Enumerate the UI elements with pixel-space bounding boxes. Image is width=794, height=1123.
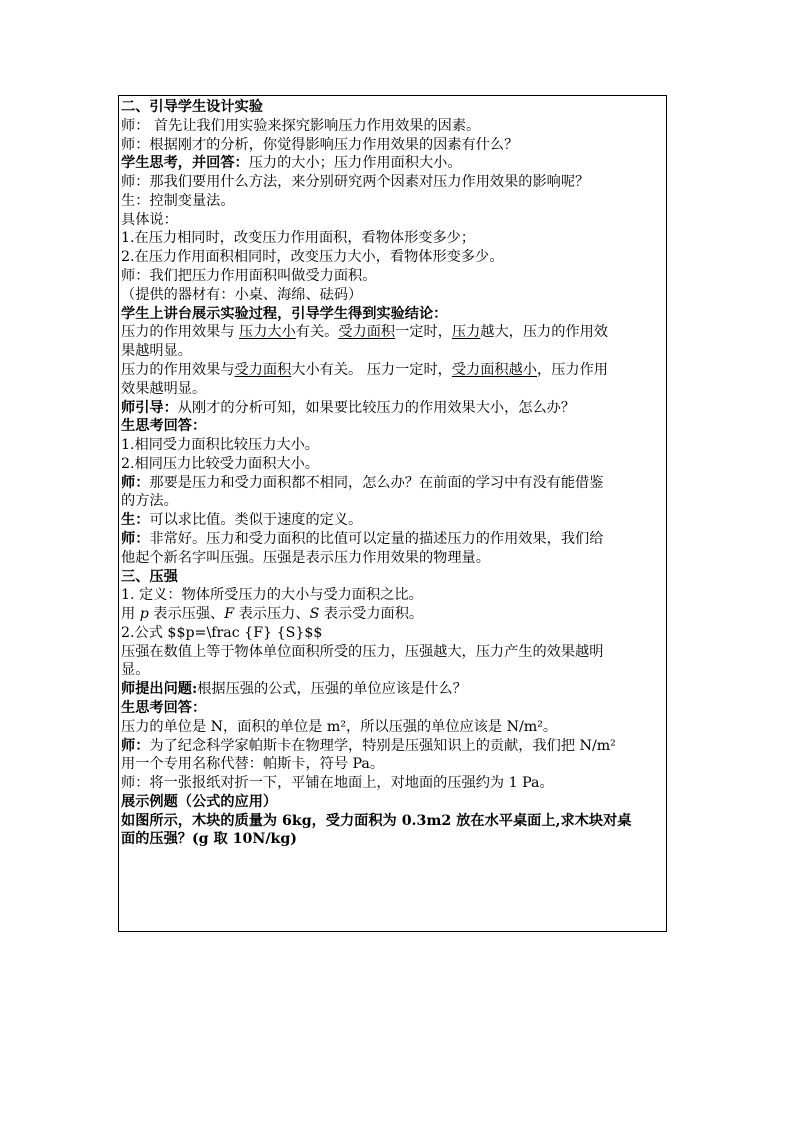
text-segment: 学生上讲台展示实验过程，引导学生得到实验结论： [121, 305, 448, 322]
text-line [121, 173, 664, 192]
text-segment: 如图所示，木块的质量为 6kg，受力面积为 0.3m2 放在水平桌面上,求木块对桌 [121, 812, 632, 829]
text-segment: 那要是压力和受力面积都不相同，怎么办？在前面的学习中有没有能借鉴 [149, 474, 604, 491]
text-segment: 生思考回答： [121, 700, 207, 716]
text-line [121, 417, 664, 436]
text-segment: p [139, 606, 149, 623]
text-segment: 生思考回答： [121, 418, 207, 435]
text-segment: 压强在数值上等于物体单位面积所受的压力，压强越大，压力产生的效果越明 [121, 643, 604, 660]
text-segment: 一定时， [395, 324, 452, 341]
text-segment: 为了纪念科学家帕斯卡在物理学，特别是压强知识上的贡献，我们把 N/m² [149, 737, 616, 754]
text-segment: 受力面积 [338, 324, 396, 341]
text-line [121, 718, 664, 737]
text-line [121, 812, 664, 831]
text-line [121, 549, 664, 568]
lesson-table-cell [118, 95, 667, 932]
text-segment: F [224, 606, 235, 623]
text-segment: 压力的作用效果与 [121, 361, 235, 378]
text-line [121, 455, 664, 474]
text-line [121, 399, 664, 418]
text-line [121, 661, 664, 680]
text-segment: 1. 定义：物体所受压力的大小与受力面积之比。 [121, 587, 423, 604]
text-segment: 师引导： [121, 399, 178, 416]
text-line [121, 436, 664, 455]
text-line [121, 229, 664, 248]
text-segment: 二、引导学生设计实验 [121, 99, 263, 115]
text-segment: 师：我们把压力作用面积叫做受力面积。 [121, 268, 377, 285]
text-segment: 有关。 [295, 324, 339, 341]
text-line [121, 361, 664, 380]
text-line [121, 492, 664, 511]
text-segment: 师： [121, 474, 150, 491]
text-line [121, 586, 664, 605]
text-line [121, 605, 664, 624]
text-line [121, 267, 664, 286]
text-segment: 非常好。压力和受力面积的比值可以定量的描述压力的作用效果，我们给 [149, 530, 604, 547]
text-line [121, 117, 664, 136]
text-segment: 展示例题（公式的应用） [121, 793, 278, 810]
text-segment: 压力的作用效果与 [121, 324, 240, 341]
text-segment: 效果越明显。 [121, 380, 207, 397]
text-line [121, 136, 664, 155]
text-line [121, 830, 664, 849]
text-segment: ，压力作用 [537, 361, 608, 378]
text-segment: 大小有关。 压力一定时， [291, 361, 452, 378]
text-line [121, 643, 664, 662]
text-line [121, 380, 664, 399]
text-segment: 师： [121, 530, 150, 547]
text-segment: 用一个专用名称代替：帕斯卡，符号 Pa。 [121, 756, 385, 773]
text-line [121, 323, 664, 342]
text-segment: 2.相同压力比较受力面积大小。 [121, 455, 319, 472]
text-line [121, 342, 664, 361]
text-segment: 压力大小 [239, 324, 296, 341]
text-line [121, 774, 664, 793]
text-segment: 师提出问题: [121, 681, 198, 698]
text-line [121, 154, 664, 173]
text-segment: 1.相同受力面积比较压力大小。 [121, 437, 319, 454]
text-segment: 压力 [451, 324, 481, 341]
text-segment: 具体说： [121, 211, 178, 228]
text-segment: 压力的单位是 N，面积的单位是 m²，所以压强的单位应该是 N/m²。 [121, 718, 558, 735]
text-segment: 师：根据刚才的分析，你觉得影响压力作用效果的因素有什么？ [121, 136, 519, 153]
text-segment: 师：将一张报纸对折一下，平铺在地面上，对地面的压强约为 1 Pa。 [121, 775, 554, 792]
text-segment: S [309, 606, 320, 623]
text-line [121, 474, 664, 493]
text-segment: 师： [121, 737, 150, 754]
text-segment: 从刚才的分析可知，如果要比较压力的作用效果大小，怎么办？ [177, 399, 576, 416]
text-line [121, 699, 664, 718]
text-segment: 师：那我们要用什么方法，来分别研究两个因素对压力作用效果的影响呢？ [121, 174, 590, 191]
text-segment: 他起个新名字叫压强。压强是表示压力作用效果的物理量。 [121, 549, 490, 566]
text-line [121, 192, 664, 211]
text-segment: 表示压强、 [148, 606, 225, 623]
text-segment: 学生思考，并回答： [121, 155, 249, 172]
text-segment: 2.公式 $$p=\frac {F} {S}$$ [121, 624, 323, 641]
text-line [121, 211, 664, 230]
text-line [121, 624, 664, 643]
text-line [121, 530, 664, 549]
text-segment: 受力面积越小 [451, 361, 537, 378]
text-line [121, 680, 664, 699]
text-segment: 果越明显。 [121, 343, 192, 360]
text-line [121, 793, 664, 812]
text-segment: 受力面积 [234, 361, 292, 378]
text-segment: 根据压强的公式，压强的单位应该是什么？ [197, 681, 467, 698]
text-segment: 表示压力、 [234, 606, 310, 623]
text-segment: 表示受力面积。 [319, 606, 424, 623]
text-line [121, 305, 664, 324]
text-line [121, 248, 664, 267]
text-line [121, 511, 664, 530]
text-segment: 面的压强？(g 取 10N/kg) [121, 831, 297, 848]
text-segment: 用 [121, 606, 140, 623]
text-segment: 1.在压力相同时，改变压力作用面积，看物体形变多少； [121, 230, 476, 247]
text-segment: 生： [121, 512, 150, 529]
text-line [121, 286, 664, 305]
text-segment: 越大，压力的作用效 [480, 324, 608, 341]
text-segment: 2.在压力作用面积相同时，改变压力大小，看物体形变多少。 [121, 249, 504, 266]
text-line [121, 737, 664, 756]
text-segment: 师： 首先让我们用实验来探究影响压力作用效果的因素。 [121, 117, 481, 134]
text-segment: 的方法。 [121, 493, 178, 510]
text-line [121, 755, 664, 774]
text-segment: （提供的器材有：小桌、海绵、砝码） [121, 286, 363, 303]
text-segment: 可以求比值。类似于速度的定义。 [149, 512, 363, 529]
text-segment: 显。 [121, 662, 150, 679]
text-line [121, 568, 664, 587]
text-segment: 压力的大小；压力作用面积大小。 [248, 155, 462, 172]
text-segment: 生：控制变量法。 [121, 192, 235, 209]
text-line [121, 98, 664, 117]
text-segment: 三、压强 [121, 568, 178, 585]
